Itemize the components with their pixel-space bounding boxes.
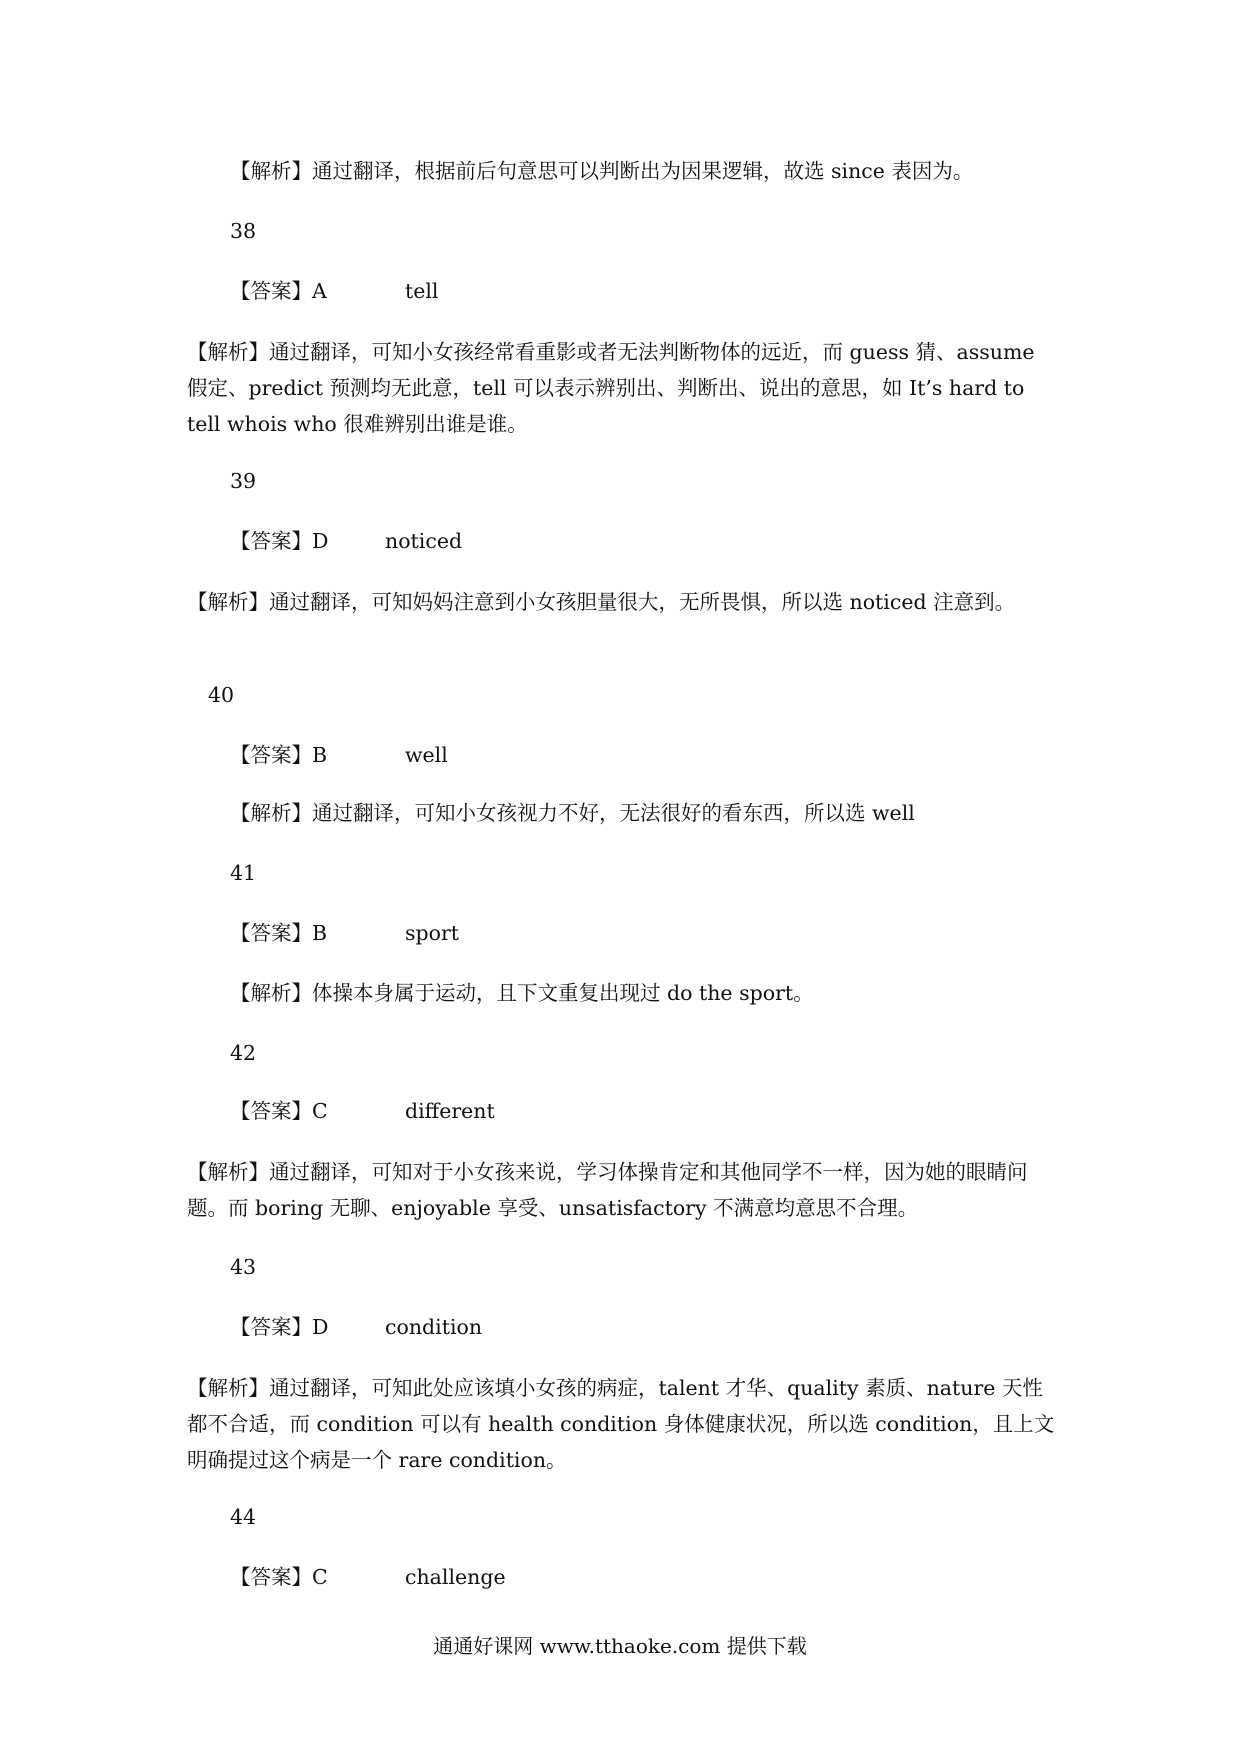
answer-41: [230, 920, 459, 946]
answer-label: 【答案】A: [230, 279, 327, 303]
answer-label: 【答案】C: [230, 1099, 328, 1123]
answer-word: tell: [405, 279, 439, 303]
page-footer: 通通好课网 www.tthaoke.com 提供下载: [433, 1634, 807, 1658]
answer-label: 【答案】D: [230, 1315, 329, 1339]
question-number-39: 39: [230, 469, 257, 493]
answer-word: noticed: [385, 529, 463, 553]
answer-word: well: [405, 743, 448, 767]
answer-label: 【答案】B: [230, 743, 328, 767]
explanation-43: 【解析】通过翻译，可知此处应该填小女孩的病症，talent 才华、quality 素质、nature 天性都不合适，而 condition 可以有 health condition 身体健康状况，所以选 condition，且上文明确提过这个病是一个 rare condition。: [187, 1376, 1055, 1472]
answer-label: 【答案】C: [230, 1565, 328, 1589]
answer-42: [230, 1098, 495, 1124]
question-number-44: 44: [230, 1505, 257, 1529]
question-number-38: 38: [230, 219, 257, 243]
question-number-43: 43: [230, 1255, 257, 1279]
question-number-41: 41: [230, 861, 257, 885]
explanation-41: 【解析】体操本身属于运动，且下文重复出现过 do the sport。: [230, 981, 814, 1005]
question-number-40: 40: [208, 683, 235, 707]
answer-word: sport: [405, 921, 460, 945]
answer-44: [230, 1564, 506, 1590]
answer-word: condition: [385, 1315, 483, 1339]
explanation-40: 【解析】通过翻译，可知小女孩视力不好，无法很好的看东西，所以选 well: [230, 801, 915, 825]
explanation-42: 【解析】通过翻译，可知对于小女孩来说，学习体操肯定和其他同学不一样，因为她的眼睛问题。而 boring 无聊、enjoyable 享受、unsatisfactory 不满意均意思不合理。: [187, 1160, 1028, 1220]
answer-label: 【答案】D: [230, 529, 329, 553]
answer-40: [230, 742, 448, 768]
answer-label: 【答案】B: [230, 921, 328, 945]
explanation-39: 【解析】通过翻译，可知妈妈注意到小女孩胆量很大，无所畏惧，所以选 noticed 注意到。: [187, 590, 1016, 614]
answer-word: challenge: [405, 1565, 506, 1589]
question-number-42: 42: [230, 1041, 257, 1065]
explanation-38: 【解析】通过翻译，可知小女孩经常看重影或者无法判断物体的远近，而 guess 猜、assume 假定、predict 预测均无此意，tell 可以表示辨别出、判断出、说出的意思，如 It’s hard to tell whois who 很难辨别出谁是谁。: [187, 340, 1035, 436]
explanation-37: 【解析】通过翻译，根据前后句意思可以判断出为因果逻辑，故选 since 表因为。: [230, 159, 974, 183]
answer-43: [230, 1314, 482, 1340]
answer-word: different: [405, 1099, 495, 1123]
answer-39: [230, 528, 462, 554]
answer-38: [230, 278, 438, 304]
